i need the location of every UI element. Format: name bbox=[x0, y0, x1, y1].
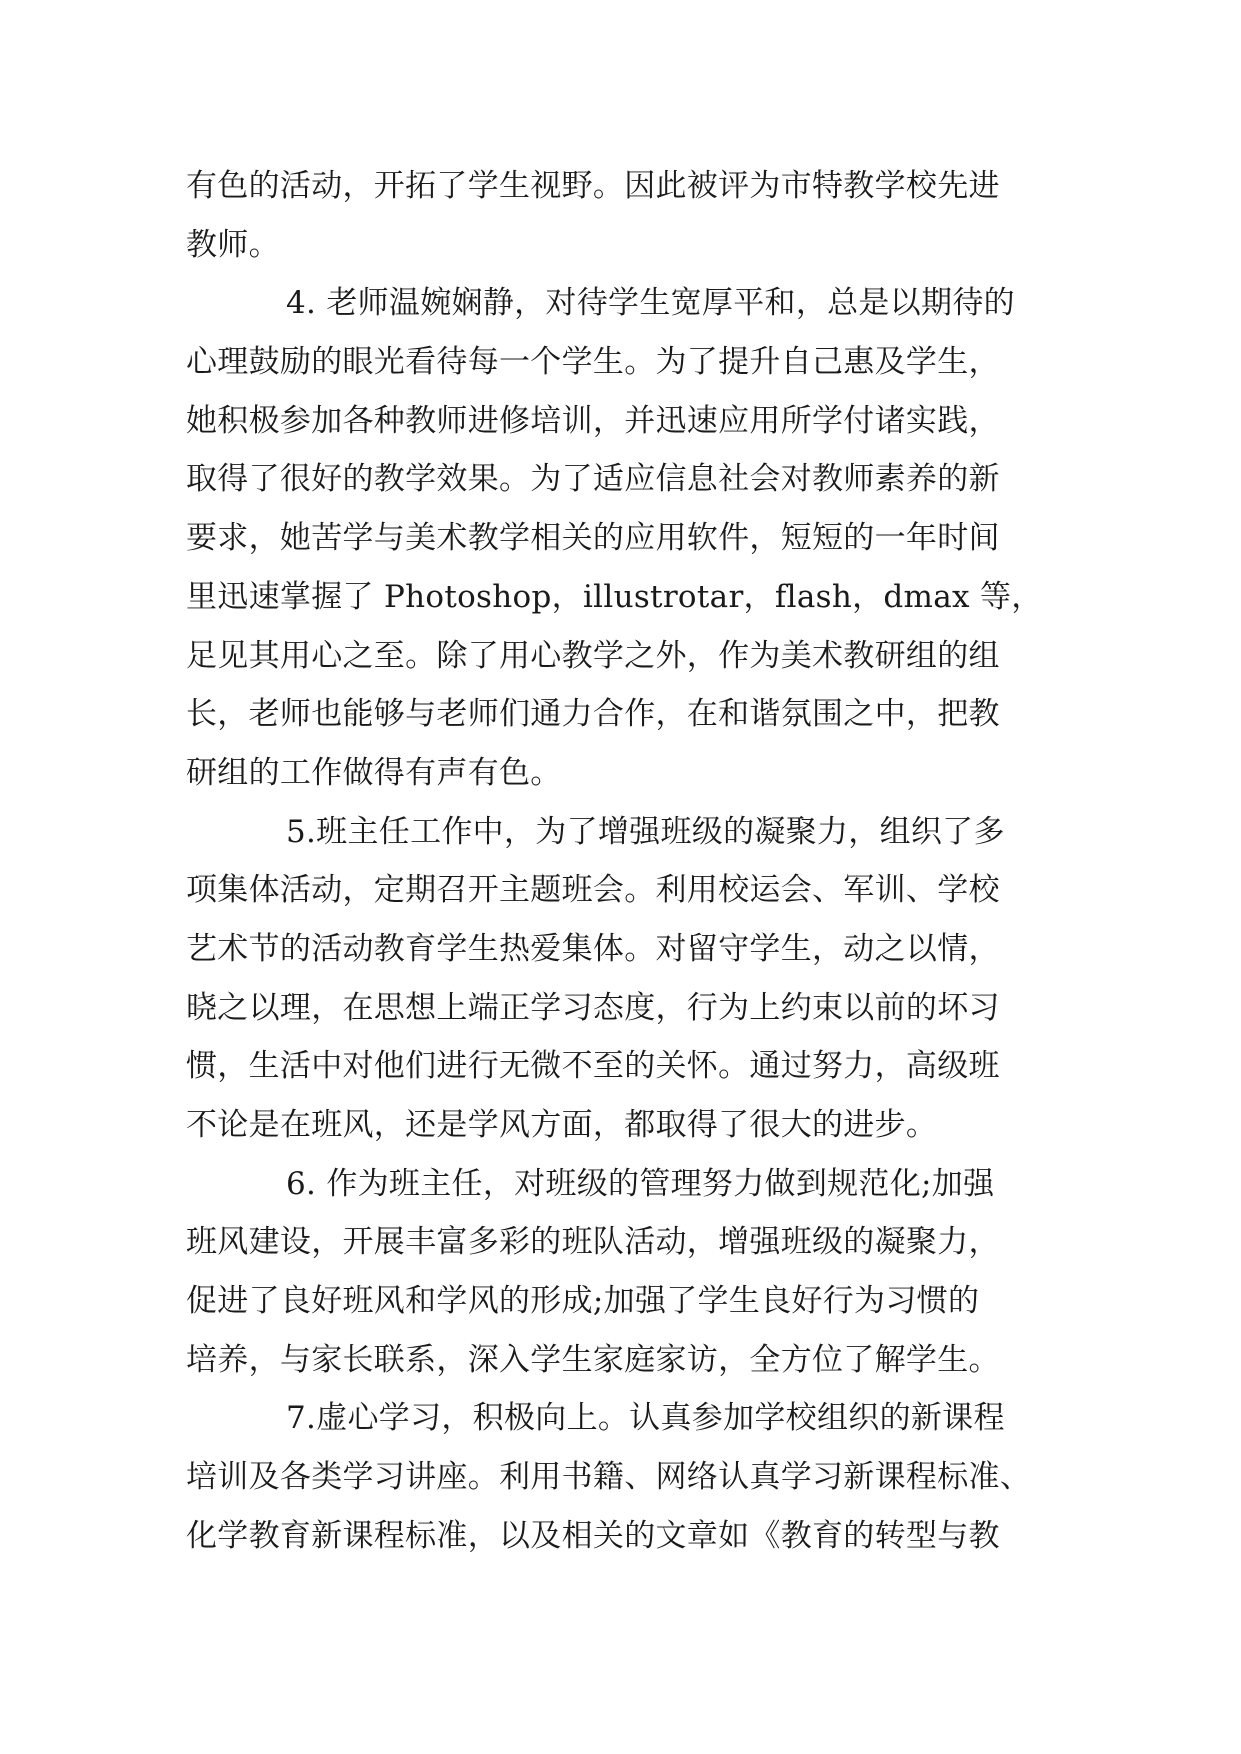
text-line: 艺术节的活动教育学生热爱集体。对留守学生，动之以情， bbox=[186, 930, 1000, 967]
text-line: 取得了很好的教学效果。为了适应信息社会对教师素养的新 bbox=[186, 461, 1000, 498]
text-line: 培养，与家长联系，深入学生家庭家访，全方位了解学生。 bbox=[186, 1341, 1000, 1378]
text-line: 4. 老师温婉娴静，对待学生宽厚平和，总是以期待的 bbox=[286, 285, 1015, 322]
text-line: 7.虚心学习，积极向上。认真参加学校组织的新课程 bbox=[286, 1400, 1005, 1437]
text-line: 有色的活动，开拓了学生视野。因此被评为市特教学校先进 bbox=[186, 168, 1000, 204]
text-line: 不论是在班风，还是学风方面，都取得了很大的进步。 bbox=[186, 1107, 938, 1143]
text-line: 培训及各类学习讲座。利用书籍、网络认真学习新课程标准、 bbox=[186, 1459, 1032, 1496]
text-line: 惯，生活中对他们进行无微不至的关怀。通过努力，高级班 bbox=[186, 1048, 1000, 1085]
document-body-text bbox=[186, 157, 1056, 1566]
text-line: 研组的工作做得有声有色。 bbox=[186, 754, 562, 791]
text-line: 化学教育新课程标准，以及相关的文章如《教育的转型与教 bbox=[186, 1517, 1000, 1554]
text-line: 晓之以理，在思想上端正学习态度，行为上约束以前的坏习 bbox=[186, 989, 1000, 1026]
text-line: 6. 作为班主任，对班级的管理努力做到规范化;加强 bbox=[286, 1165, 995, 1202]
text-line: 5.班主任工作中，为了增强班级的凝聚力，组织了多 bbox=[286, 813, 1005, 850]
text-line: 她积极参加各种教师进修培训，并迅速应用所学付诸实践， bbox=[186, 402, 1000, 439]
text-line: 里迅速掌握了 Photoshop，illustrotar，flash，dmax 等， bbox=[186, 578, 1043, 615]
text-line: 长，老师也能够与老师们通力合作，在和谐氛围之中，把教 bbox=[186, 696, 1000, 733]
text-line: 心理鼓励的眼光看待每一个学生。为了提升自己惠及学生， bbox=[186, 344, 1000, 381]
text-line: 促进了良好班风和学风的形成;加强了学生良好行为习惯的 bbox=[186, 1283, 980, 1320]
text-line: 教师。 bbox=[186, 226, 280, 263]
text-line: 足见其用心之至。除了用心教学之外，作为美术教研组的组 bbox=[186, 637, 1000, 674]
text-line: 要求，她苦学与美术教学相关的应用软件，短短的一年时间 bbox=[186, 520, 1000, 557]
text-line: 班风建设，开展丰富多彩的班队活动，增强班级的凝聚力， bbox=[186, 1224, 1000, 1261]
text-line: 项集体活动，定期召开主题班会。利用校运会、军训、学校 bbox=[186, 872, 1000, 909]
